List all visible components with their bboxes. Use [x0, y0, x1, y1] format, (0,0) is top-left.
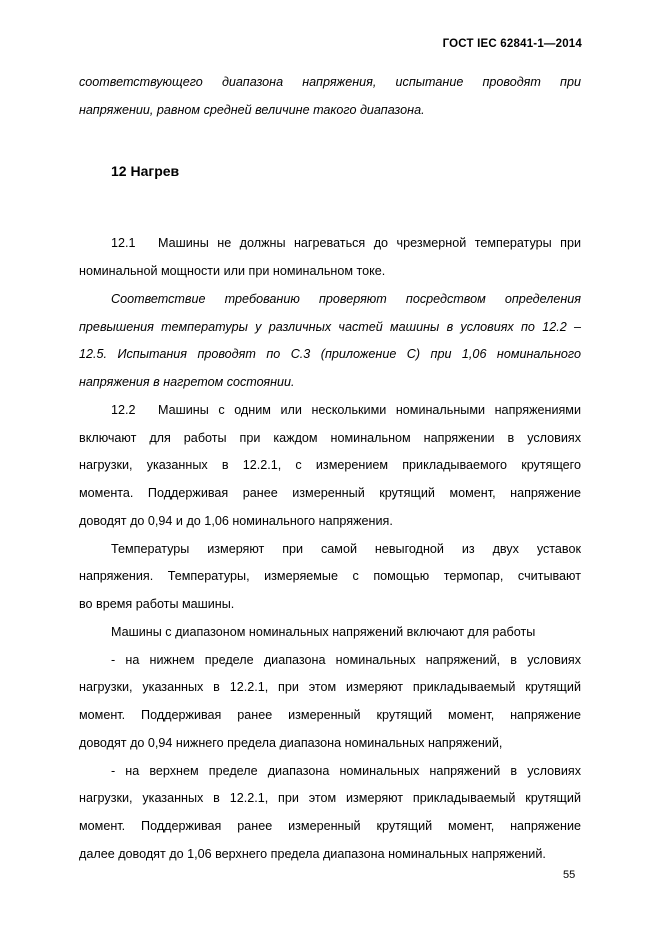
text-line: Соответствие требованию проверяют посредством определения — [111, 292, 581, 306]
clause-number: 12.2 — [111, 403, 136, 417]
text-line: далее доводят до 1,06 верхнего предела диапазона номинальных напряжений. — [79, 847, 546, 861]
text-line: напряжения. Температуры, измеряемые с помощью термопар, считывают — [79, 569, 581, 583]
text-line: Машины с одним или несколькими номинальными напряжениями — [158, 403, 581, 417]
text-line: включают для работы при каждом номинальном напряжении в условиях — [79, 431, 581, 445]
text-line: Машины с диапазоном номинальных напряжений включают для работы — [111, 625, 536, 639]
text-line: Температуры измеряют при самой невыгодной из двух уставок — [111, 542, 581, 556]
clause-number: 12.1 — [111, 236, 136, 250]
text-line: 12.5. Испытания проводят по С.3 (приложение С) при 1,06 номинального — [79, 347, 581, 361]
text-line: доводят до 0,94 нижнего предела диапазона номинальных напряжений, — [79, 736, 503, 750]
text-line: - на верхнем пределе диапазона номинальных напряжений в условиях — [111, 764, 581, 778]
text-line: нагрузки, указанных в 12.2.1, с измерением прикладываемого крутящего — [79, 458, 581, 472]
clause-12-2-line — [111, 402, 581, 418]
text-line: номинальной мощности или при номинальном токе. — [79, 264, 386, 278]
text-line: нагрузки, указанных в 12.2.1, при этом измеряют прикладываемый крутящий — [79, 680, 581, 694]
text-line: момента. Поддерживая ранее измеренный крутящий момент, напряжение — [79, 486, 581, 500]
text-line: момент. Поддерживая ранее измеренный крутящий момент, напряжение — [79, 708, 581, 722]
text-line: во время работы машины. — [79, 597, 235, 611]
text-line: - на нижнем пределе диапазона номинальных напряжений, в условиях — [111, 653, 581, 667]
section-heading: 12 Нагрев — [111, 163, 180, 179]
text-line: доводят до 0,94 и до 1,06 номинального напряжения. — [79, 514, 393, 528]
text-line: Машины не должны нагреваться до чрезмерной температуры при — [158, 236, 581, 250]
text-line: напряжения в нагретом состоянии. — [79, 375, 295, 389]
text-line: соответствующего диапазона напряжения, испытание проводят при — [79, 75, 581, 89]
text-line: момент. Поддерживая ранее измеренный крутящий момент, напряжение — [79, 819, 581, 833]
text-line: превышения температуры у различных частей машины в условиях по 12.2 – — [79, 320, 581, 334]
clause-12-1-line — [111, 235, 581, 251]
document-header: ГОСТ IEC 62841-1—2014 — [442, 38, 582, 50]
text-line: нагрузки, указанных в 12.2.1, при этом измеряют прикладываемый крутящий — [79, 791, 581, 805]
page-number: 55 — [563, 869, 576, 881]
text-line: напряжении, равном средней величине такого диапазона. — [79, 103, 425, 117]
